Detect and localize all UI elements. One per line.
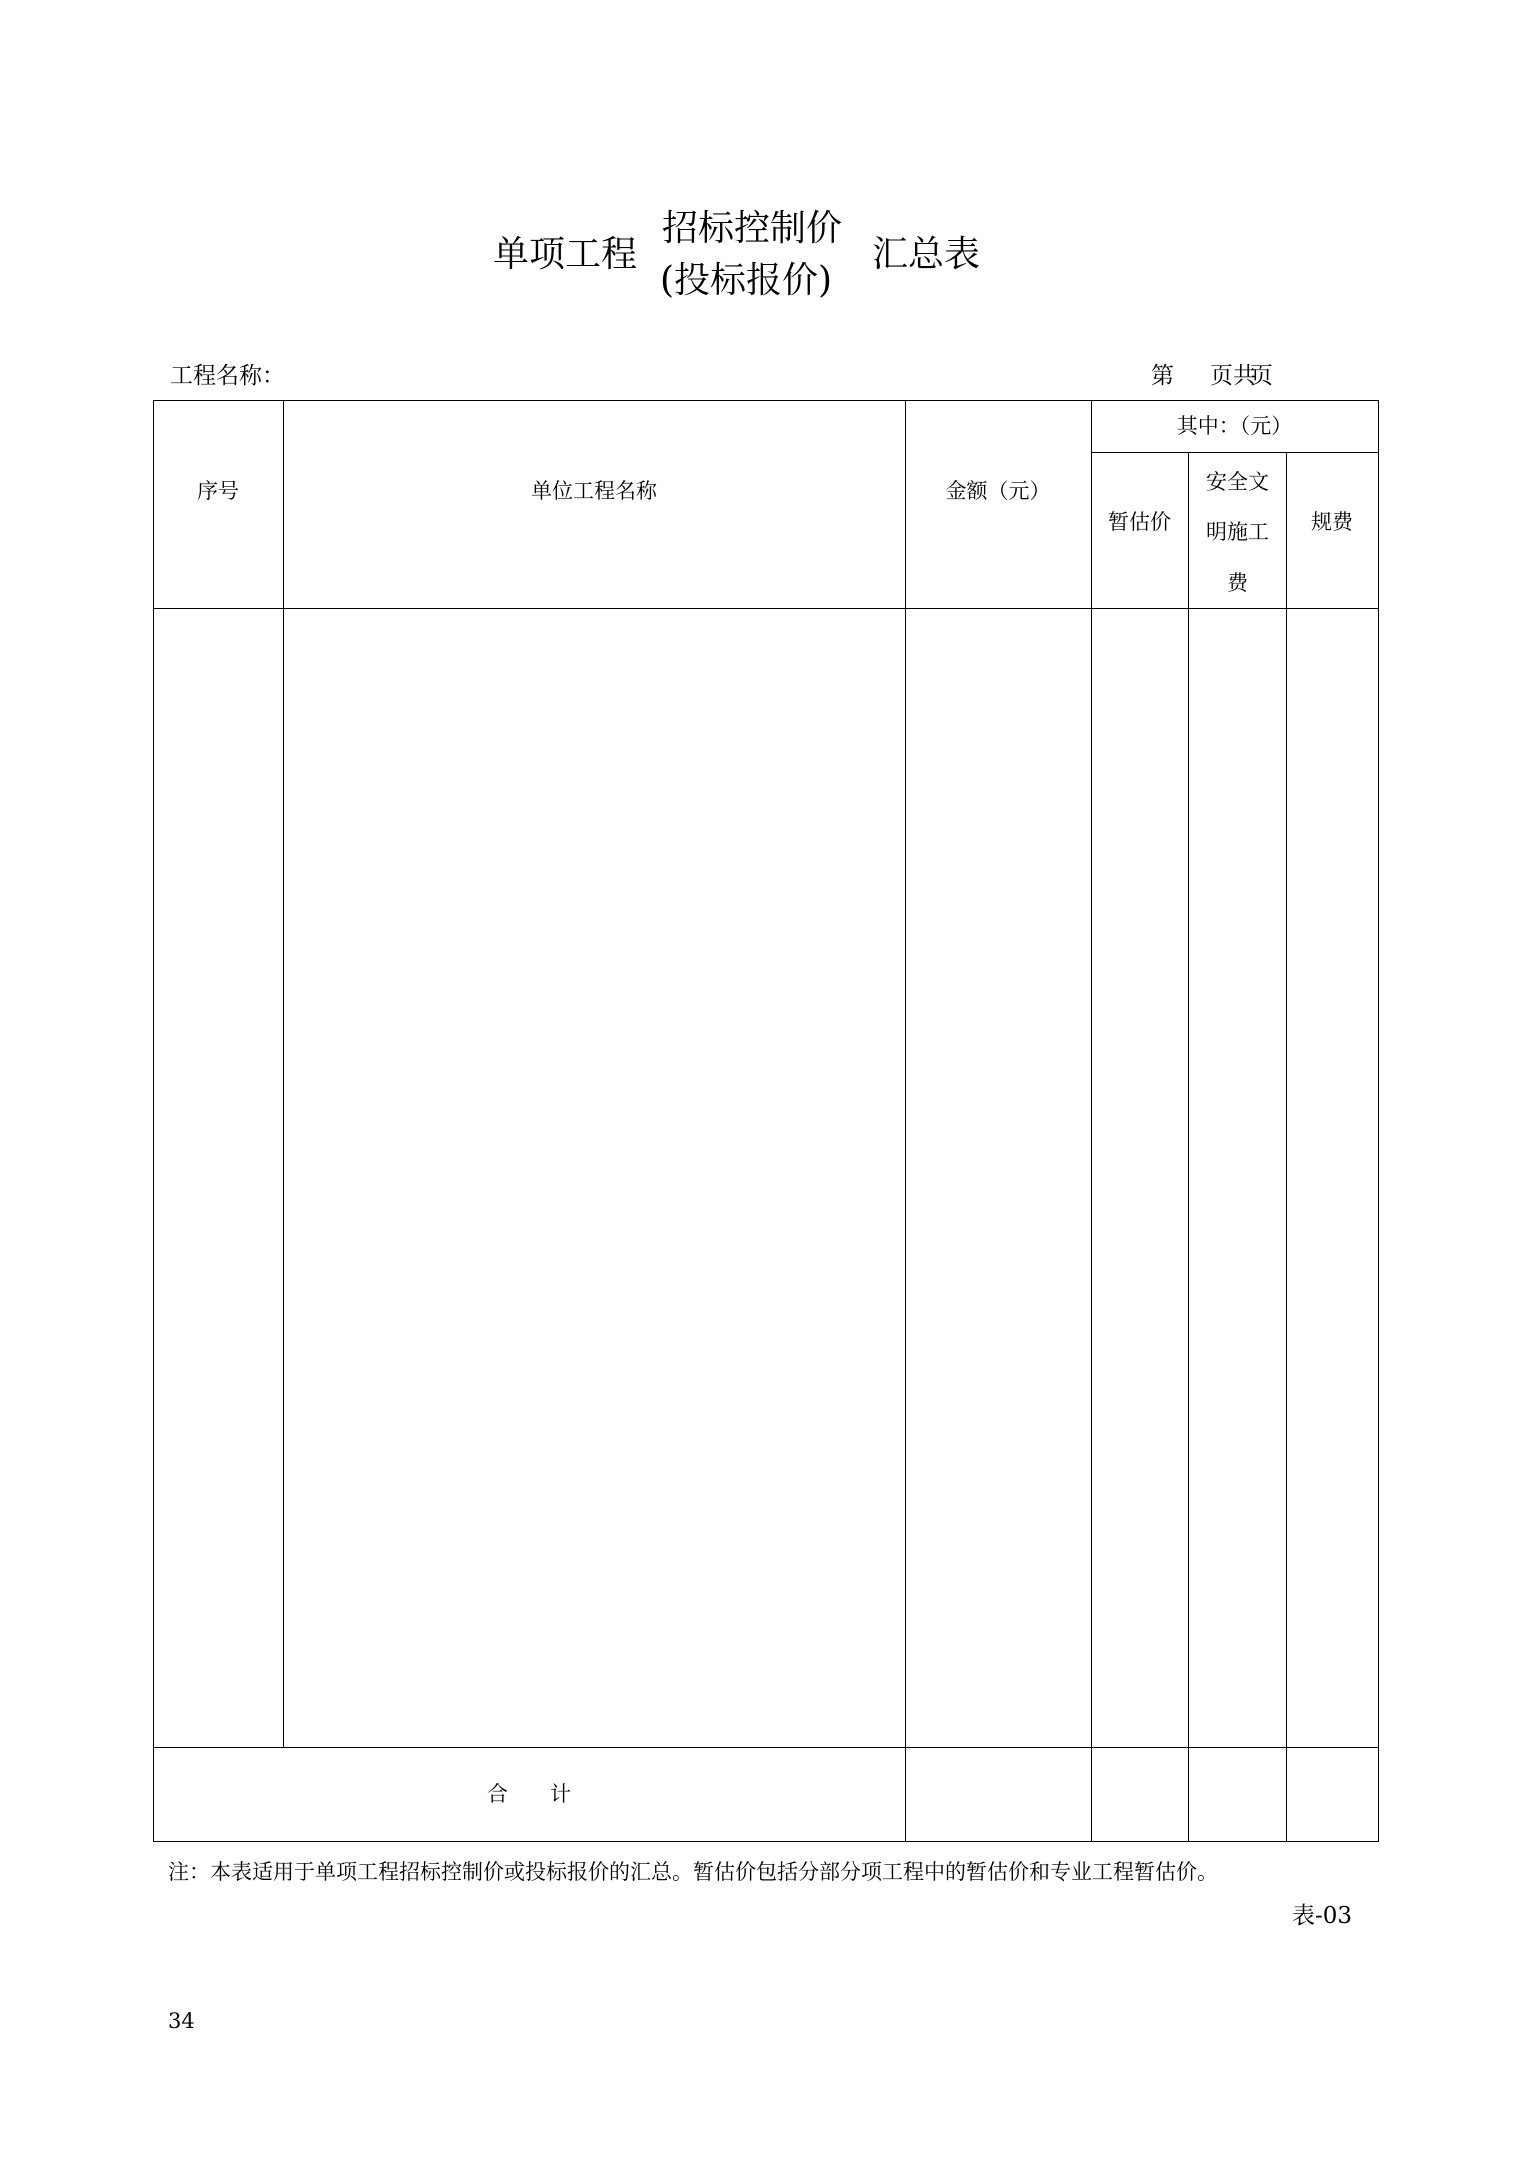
project-name-label: 工程名称： [170, 363, 285, 389]
title-bid-control-price: 招标控制价 [662, 208, 843, 249]
amount-divider [1091, 400, 1092, 1842]
page-suffix: 页 [1250, 363, 1273, 389]
header-bottom-border [153, 608, 1378, 609]
page-number: 34 [168, 2009, 195, 2033]
table-bottom-border [153, 1841, 1378, 1842]
header-seq: 序号 [197, 478, 239, 503]
header-safety-line1: 安全文 [1206, 470, 1269, 494]
total-label: 合 计 [487, 1781, 571, 1806]
header-fees: 规费 [1311, 509, 1353, 534]
table-left-border [153, 400, 154, 1842]
title-suffix: 汇总表 [872, 234, 981, 275]
table-right-border [1378, 400, 1379, 1842]
header-provisional: 暂估价 [1108, 509, 1171, 534]
header-of-which: 其中：（元） [1176, 413, 1293, 438]
header-unit-name: 单位工程名称 [531, 478, 657, 503]
name-divider [905, 400, 906, 1842]
seq-divider [283, 400, 284, 1748]
header-safety-line3: 费 [1227, 571, 1248, 595]
form-code: 表-03 [1292, 1903, 1353, 1929]
table-note: 注：本表适用于单项工程招标控制价或投标报价的汇总。暂估价包括分部分项工程中的暂估价和专业工程暂估价。 [168, 1860, 1218, 1884]
provisional-divider [1188, 452, 1189, 1842]
header-safety-line2: 明施工 [1206, 520, 1269, 544]
header-amount: 金额（元） [945, 478, 1051, 503]
page-prefix: 第 [1151, 363, 1174, 389]
title-bid-quotation: (投标报价) [660, 260, 833, 301]
page-mid: 页共 [1210, 363, 1256, 389]
safety-divider [1286, 452, 1287, 1842]
title-prefix: 单项工程 [493, 234, 638, 275]
